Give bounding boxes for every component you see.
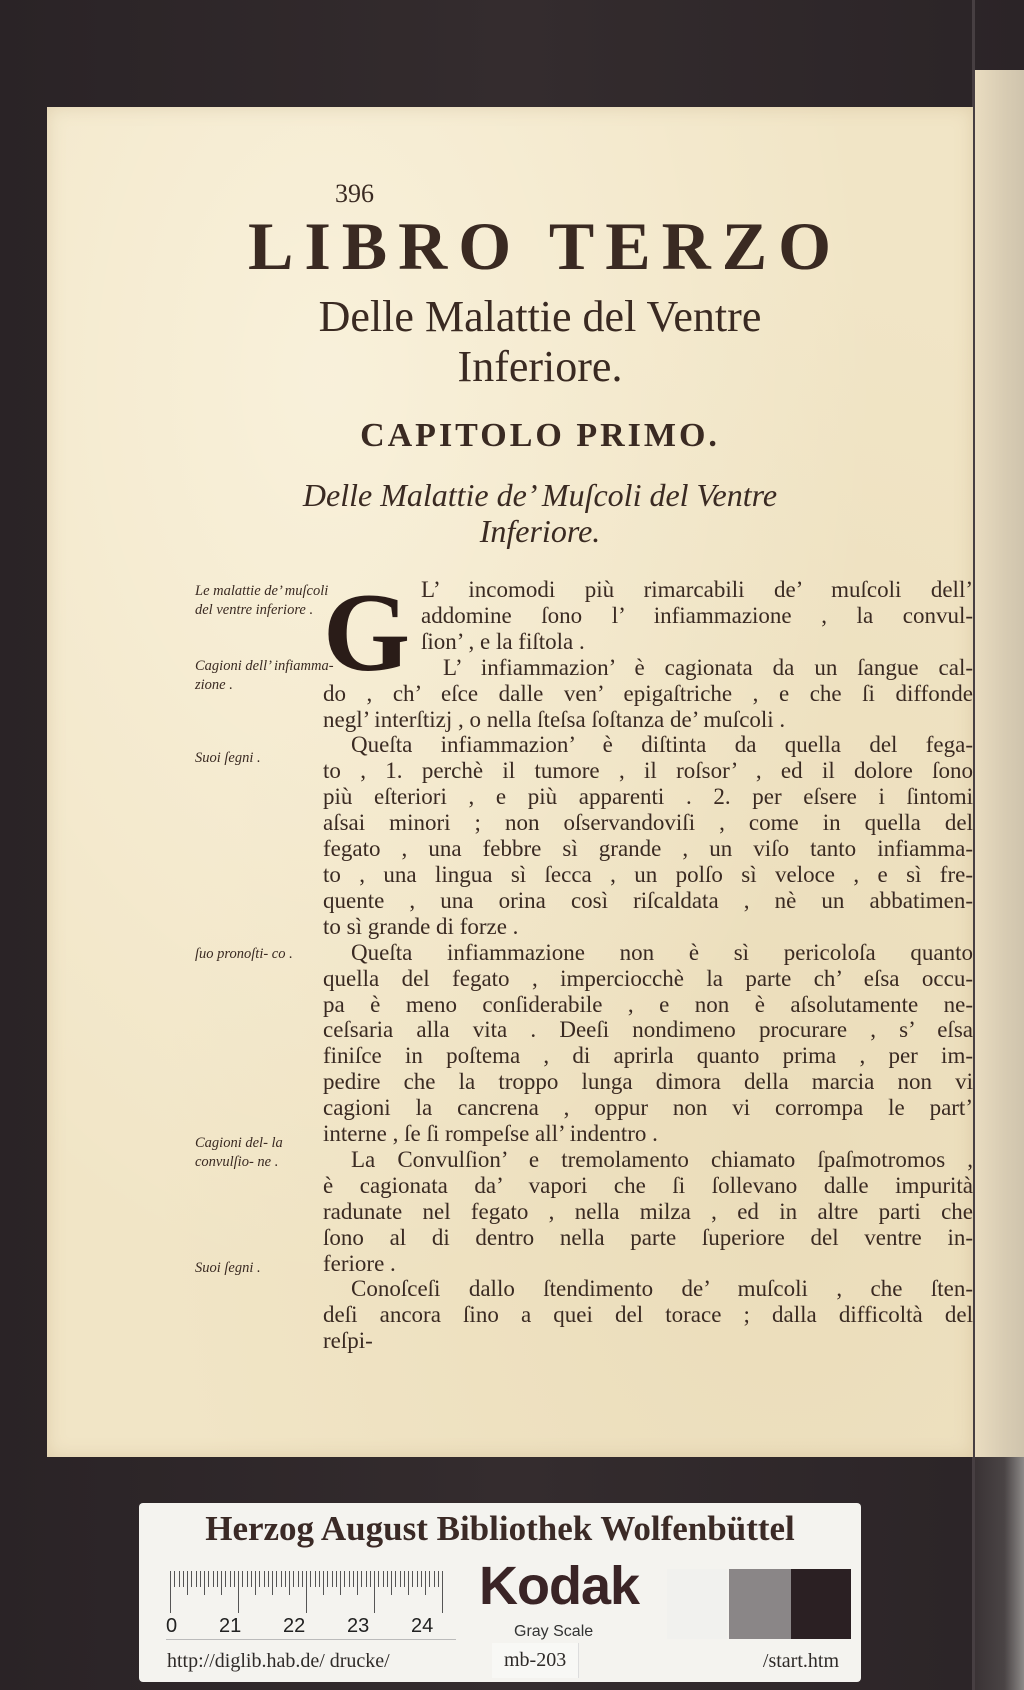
text-line: L’ incomodi più rimarcabili de’ muſcoli dell’ bbox=[421, 577, 973, 602]
text-line: quente , una orina così riſcaldata , nè un abbatimen- bbox=[323, 887, 973, 913]
drop-cap: G bbox=[323, 571, 411, 695]
ruler-tick bbox=[408, 1571, 409, 1595]
text-line: do , ch’ eſce dalle ven’ epigaſtriche , e che ſi diffonde bbox=[323, 680, 973, 706]
ruler-tick bbox=[183, 1571, 184, 1587]
institution-name: Herzog August Bibliothek Wolfenbüttel bbox=[205, 1509, 795, 1548]
book-title: LIBRO TERZO bbox=[247, 208, 842, 284]
ruler-tick bbox=[374, 1571, 375, 1613]
text-line: pa è meno conſiderabile , e non è aſsolutamente ne- bbox=[323, 991, 973, 1017]
text-line: Conoſceſi dallo ſtendimento de’ muſcoli , che ſten- bbox=[351, 1276, 973, 1302]
ruler-tick bbox=[289, 1571, 290, 1595]
ruler-tick bbox=[438, 1571, 439, 1587]
ruler-tick bbox=[400, 1571, 401, 1587]
adjacent-page-edge bbox=[975, 70, 1024, 1690]
ruler-tick bbox=[319, 1571, 320, 1587]
ruler-tick bbox=[315, 1571, 316, 1587]
text-line: ceſsaria alla vita . Deeſi nondimeno procurare , s’ eſsa bbox=[323, 1017, 973, 1043]
url-suffix: /start.htm bbox=[762, 1650, 839, 1672]
ruler-tick bbox=[370, 1571, 371, 1587]
kodak-logo: Kodak bbox=[479, 1556, 640, 1616]
text-line: pedire che la troppo lunga dimora della marcia non vi bbox=[323, 1069, 973, 1095]
ruler-tick bbox=[429, 1571, 430, 1587]
ruler-tick bbox=[366, 1571, 367, 1587]
margin-note: Cagioni dell’ infiamma- zione . bbox=[195, 658, 334, 693]
text-line: aſsai minori ; non oſservandoviſi , come in quella del bbox=[323, 810, 973, 836]
ruler-tick bbox=[213, 1571, 214, 1587]
text-line: feriore . bbox=[323, 1250, 396, 1276]
text-line: più eſteriori , e più apparenti . 2. per eſsere i ſintomi bbox=[323, 784, 973, 810]
ruler-label: 24 bbox=[411, 1615, 434, 1637]
ruler-tick bbox=[247, 1571, 248, 1587]
ruler-tick bbox=[336, 1571, 337, 1587]
ruler-tick bbox=[259, 1571, 260, 1587]
text-line: interne , ſe ſi rompeſse all’ indentro . bbox=[323, 1121, 658, 1147]
text-line: addomine ſono l’ infiammazione , la convul- bbox=[421, 602, 973, 628]
text-line: to , una lingua sì ſecca , un polſo sì veloce , e sì fre- bbox=[323, 861, 973, 887]
page-number: 396 bbox=[335, 179, 374, 208]
ruler-tick bbox=[361, 1571, 362, 1587]
ruler-tick bbox=[378, 1571, 379, 1587]
text-line: deſi ancora ſino a quei del torace ; dalla difficoltà del bbox=[323, 1302, 973, 1328]
ruler-tick bbox=[412, 1571, 413, 1587]
ruler-tick bbox=[395, 1571, 396, 1587]
ruler-tick bbox=[264, 1571, 265, 1587]
text-line: finiſce in poſtema , di aprirla quanto prima , per im- bbox=[323, 1043, 973, 1069]
text-line: Queſta infiammazione non è sì pericoloſa quanto bbox=[351, 939, 973, 965]
calibration-strip bbox=[139, 1503, 861, 1682]
gray-swatch-dark bbox=[791, 1569, 851, 1639]
text-line: cagioni la cancrena , oppur non vi corrompa le part’ bbox=[323, 1095, 973, 1121]
margin-note: Cagioni del- la convulſio- ne . bbox=[195, 1135, 283, 1170]
ruler-tick bbox=[417, 1571, 418, 1587]
ruler-tick bbox=[425, 1571, 426, 1595]
ruler-tick bbox=[170, 1571, 171, 1613]
text-line: quella del fegato , imperciocchè la parte ch’ eſsa occu- bbox=[323, 965, 973, 991]
text-line: L’ infiammazion’ è cagionata da un ſangue cal- bbox=[443, 654, 973, 680]
ruler-tick bbox=[191, 1571, 192, 1587]
ruler-tick bbox=[404, 1571, 405, 1587]
text-line: Queſta infiammazion’ è diſtinta da quella del fega- bbox=[351, 732, 973, 758]
ruler-tick bbox=[383, 1571, 384, 1587]
text-line: negl’ interſtizj , o nella ſteſsa ſoſtanza de’ muſcoli . bbox=[323, 706, 786, 732]
ruler-tick bbox=[442, 1571, 443, 1613]
ruler-tick bbox=[234, 1571, 235, 1587]
ruler-tick bbox=[196, 1571, 197, 1587]
body-text bbox=[323, 571, 973, 1354]
ruler bbox=[166, 1563, 456, 1640]
ruler-label: 0 bbox=[166, 1615, 178, 1637]
margin-note: ſuo pronoſti- co . bbox=[195, 946, 293, 962]
ruler-tick bbox=[230, 1571, 231, 1587]
ruler-tick bbox=[323, 1571, 324, 1595]
ruler-tick bbox=[340, 1571, 341, 1595]
ruler-tick bbox=[306, 1571, 307, 1613]
gray-swatch-light bbox=[667, 1569, 727, 1639]
ruler-tick bbox=[349, 1571, 350, 1587]
margin-note: Suoi ſegni . bbox=[195, 750, 261, 766]
ruler-tick bbox=[293, 1571, 294, 1587]
ruler-tick bbox=[251, 1571, 252, 1587]
text-line: è cagionata da’ vapori che ſi ſollevano dalle impurità bbox=[323, 1172, 973, 1198]
text-line: fegato , una febbre sì grande , un viſo tanto infiamma- bbox=[323, 836, 973, 862]
ruler-tick bbox=[200, 1571, 201, 1587]
ruler-tick bbox=[421, 1571, 422, 1587]
ruler-tick bbox=[204, 1571, 205, 1595]
ruler-label: 23 bbox=[347, 1615, 370, 1637]
ruler-tick bbox=[353, 1571, 354, 1587]
ruler-label: 22 bbox=[283, 1615, 306, 1637]
ruler-tick bbox=[302, 1571, 303, 1587]
ruler-tick bbox=[238, 1571, 239, 1613]
ruler-label: 21 bbox=[219, 1615, 242, 1637]
ruler-tick bbox=[272, 1571, 273, 1595]
ruler-tick bbox=[391, 1571, 392, 1595]
chapter-title: CAPITOLO PRIMO. bbox=[360, 417, 720, 454]
ruler-tick bbox=[174, 1571, 175, 1587]
ruler-tick bbox=[208, 1571, 209, 1587]
ruler-tick bbox=[387, 1571, 388, 1587]
ruler-tick bbox=[268, 1571, 269, 1587]
catchword: reſpi- bbox=[323, 1328, 373, 1354]
ruler-tick bbox=[327, 1571, 328, 1587]
ruler-tick bbox=[357, 1571, 358, 1595]
margin-note: Le malattie de’ muſcoli del ventre inferiore . bbox=[195, 583, 329, 618]
book-page bbox=[47, 107, 973, 1457]
ruler-tick bbox=[298, 1571, 299, 1587]
book-subtitle: Delle Malattie del Ventre Inferiore. bbox=[318, 292, 762, 391]
text-line: radunate nel fegato , nella milza , ed in altre parti che bbox=[323, 1198, 973, 1224]
shelfmark: mb-203 bbox=[492, 1643, 579, 1678]
ruler-tick bbox=[217, 1571, 218, 1587]
ruler-tick bbox=[281, 1571, 282, 1587]
ruler-tick bbox=[179, 1571, 180, 1587]
ruler-tick bbox=[242, 1571, 243, 1587]
ruler-tick bbox=[276, 1571, 277, 1587]
ruler-tick bbox=[332, 1571, 333, 1587]
ruler-tick bbox=[255, 1571, 256, 1595]
gray-swatch-mid bbox=[729, 1569, 791, 1639]
gray-scale-caption: Gray Scale bbox=[514, 1623, 594, 1640]
ruler-tick bbox=[187, 1571, 188, 1595]
text-line: ſono al di dentro nella parte ſuperiore del ventre in- bbox=[323, 1224, 973, 1250]
ruler-tick bbox=[344, 1571, 345, 1587]
ruler-tick bbox=[225, 1571, 226, 1587]
ruler-tick bbox=[285, 1571, 286, 1587]
margin-note: Suoi ſegni . bbox=[195, 1260, 261, 1276]
text-line: to sì grande di forze . bbox=[323, 913, 519, 939]
url-prefix: http://diglib.hab.de/ drucke/ bbox=[167, 1650, 390, 1672]
ruler-tick bbox=[221, 1571, 222, 1595]
ruler-tick bbox=[434, 1571, 435, 1587]
text-line: to , 1. perchè il tumore , il roſsor’ , ed il dolore ſono bbox=[323, 758, 973, 784]
chapter-subtitle: Delle Malattie de’ Muſcoli del Ventre Inferiore. bbox=[302, 477, 778, 549]
text-line: ſion’ , e la fiſtola . bbox=[421, 628, 585, 654]
ruler-tick bbox=[310, 1571, 311, 1587]
text-line: La Convulſion’ e tremolamento chiamato ſpaſmotromos , bbox=[351, 1146, 973, 1172]
